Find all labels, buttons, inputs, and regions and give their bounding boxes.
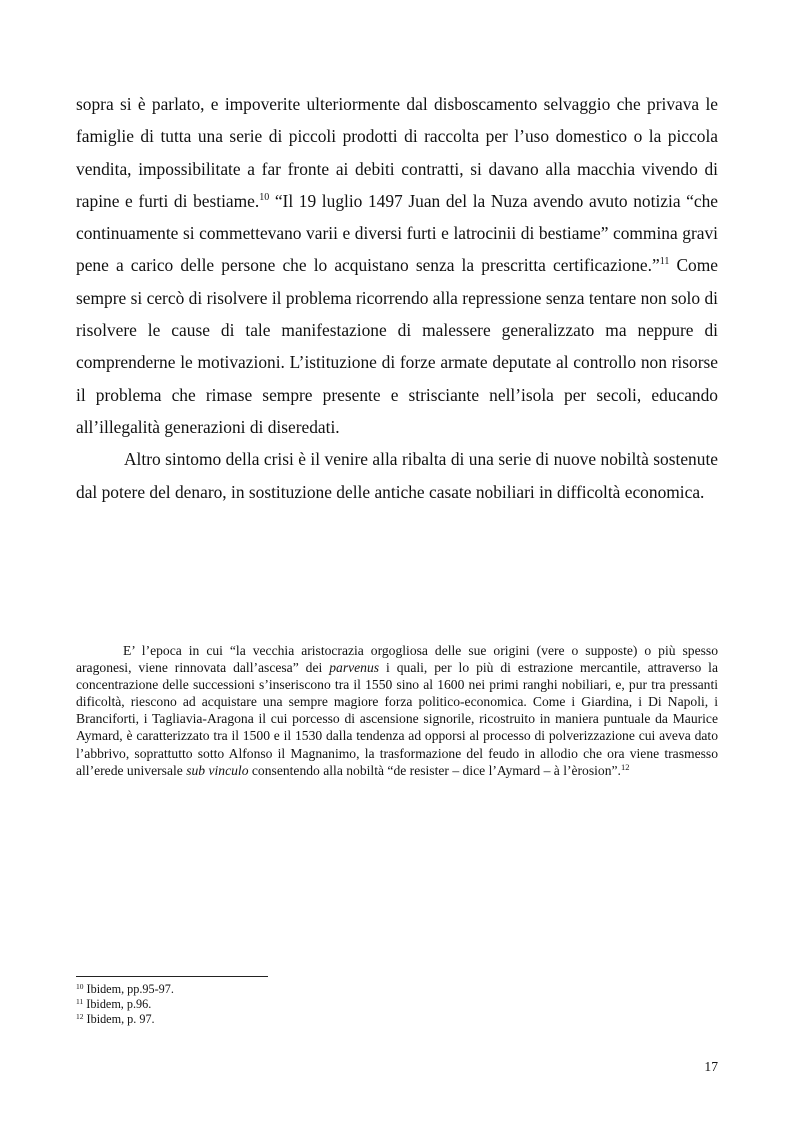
footnote-text: Ibidem, pp.95-97. xyxy=(83,982,174,996)
paragraph-2: Altro sintomo della crisi è il venire alla ribalta di una serie di nuove nobiltà sostenute dal potere del denaro, in sostituzione delle antiche casate nobiliari in difficoltà economica. xyxy=(76,449,718,502)
footnote-separator xyxy=(76,976,268,977)
footnote-11 xyxy=(76,997,476,1012)
quote-part-2: i quali, per lo più di estrazione mercantile, attraverso la concentrazione delle successioni s’inseriscono tra il 1550 sino al 1600 nei primi ranghi nobiliari, e, pur tra pressanti dificoltà, riescono ad acquistare una sempre magiore forza politico-economica. Come i Giardina, i Di Napoli, i Branciforti, i Tagliavia-Aragona il cui porcesso di ascensione signorile, ricostruito in maniera puntuale da Maurice Aymard, è caratterizzato tra il 1500 e il 1530 dalla tendenza ad opporsi al processo di polverizzazione cui aveva dato l’abbrivo, soprattutto sotto Alfonso il Magnanimo, la trasformazione del feudo in allodio che ora viene trasmesso all’erede universale xyxy=(76,660,718,778)
quote-italic-sub-vinculo: sub vinculo xyxy=(186,762,249,778)
paragraph-1-part-2: “Il 19 luglio 1497 Juan del la Nuza avendo avuto notizia “che continuamente si commettevano varii e diversi furti e latrocinii di bestiame” commina gravi pene a carico delle persone che lo acquistano senza la prescritta certificazione.” xyxy=(76,190,719,276)
block-quote xyxy=(76,642,718,779)
footnote-12 xyxy=(76,1012,476,1027)
paragraph-1 xyxy=(76,88,718,443)
main-text xyxy=(76,88,718,508)
footnote-ref-12[interactable]: 12 xyxy=(620,761,630,772)
paragraph-1-part-1: sopra si è parlato, e impoverite ulteriormente dal disboscamento selvaggio che privava le famiglie di tutta una serie di piccoli prodotti di raccolta per l’uso domestico o la piccola vendita, impossibilitate a far fronte ai debiti contratti, si davano alla macchia vivendo di rapine e furti di bestiame. xyxy=(76,94,718,211)
footnote-ref-10[interactable]: 10 xyxy=(259,191,270,203)
footnotes xyxy=(76,982,476,1027)
footnote-number: 10 xyxy=(76,982,84,991)
paragraph-1-part-3: Come sempre si cercò di risolvere il problema ricorrendo alla repressione senza tentare non solo di risolvere le cause di tale manifestazione di malessere generalizzato ma neppure di comprenderne le motivazioni. L’istituzione di forze armate deputate al controllo non risorse il problema che rimase sempre presente e strisciante nell’isola per secoli, educando all’illegalità generazioni di diseredati. xyxy=(76,255,718,437)
footnote-ref-11[interactable]: 11 xyxy=(659,256,670,268)
footnote-number: 12 xyxy=(76,1012,84,1021)
quote-part-1: E’ l’epoca in cui “la vecchia aristocrazia orgogliosa delle sue origini (vere o supposte) o più spesso aragonesi, viene rinnovata dall’ascesa” dei xyxy=(76,643,718,676)
quote-part-3: consentendo alla nobiltà “de resister – dice l’Aymard – à l’èrosion”. xyxy=(248,762,621,778)
footnote-text: Ibidem, p. 97. xyxy=(83,1012,155,1026)
footnote-text: Ibidem, p.96. xyxy=(83,997,152,1011)
footnote-10 xyxy=(76,982,476,997)
quote-italic-parvenus: parvenus xyxy=(329,660,380,676)
footnote-number: 11 xyxy=(76,997,84,1006)
page-number: 17 xyxy=(704,1059,718,1074)
